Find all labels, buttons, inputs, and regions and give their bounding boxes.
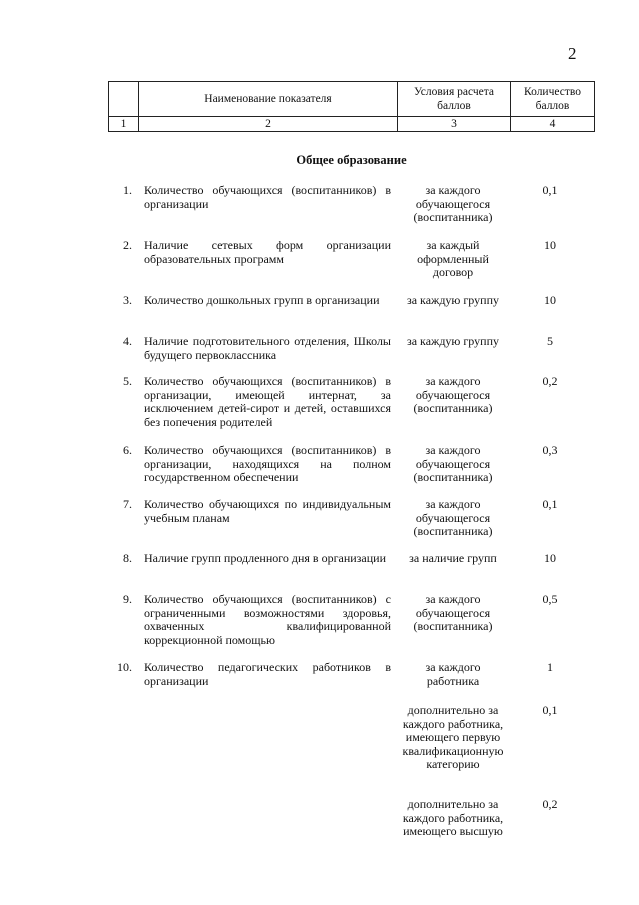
header-col-blank (109, 82, 139, 117)
row-number: 8. (123, 551, 132, 565)
row-points: 0,2 (542, 797, 558, 811)
row-number: 6. (123, 443, 132, 457)
row-condition: за каждую группу (406, 293, 499, 307)
row-name: Количество обучающихся (воспитанников) в организации, находящихся на полном государственном обеспечении (144, 443, 391, 484)
row-points: 0,2 (542, 374, 558, 388)
row-name: Количество обучающихся (воспитанников) в организации (144, 183, 391, 211)
row-name: Наличие подготовительного отделения, Школы будущего первоклассника (144, 334, 391, 362)
row-number: 1. (123, 183, 132, 197)
header-indicator-name: Наименование показателя (139, 82, 398, 117)
row-name: Количество дошкольных групп в организации (144, 293, 380, 307)
row-condition: за каждого работника (425, 660, 481, 688)
row-condition: за наличие групп (409, 551, 497, 565)
table-header (108, 81, 595, 132)
row-name: Количество обучающихся (воспитанников) в организации, имеющей интернат, за исключением детей-сирот и детей, оставшихся без попечения родителей (144, 374, 391, 429)
row-condition: за каждого обучающегося (воспитанника) (413, 374, 493, 415)
row-name: Количество обучающихся (воспитанников) с ограниченными возможностями здоровья, охваченных квалифицированной коррекционной помощью (144, 592, 391, 647)
row-points: 0,1 (542, 703, 558, 717)
row-condition: за каждого обучающегося (воспитанника) (413, 443, 493, 484)
row-number: 5. (123, 374, 132, 388)
row-condition: за каждый оформленный договор (417, 238, 489, 279)
row-points: 10 (544, 293, 556, 307)
row-points: 0,1 (542, 497, 558, 511)
row-points: 5 (547, 334, 553, 348)
header-num-3: 3 (398, 117, 511, 132)
section-title: Общее образование (296, 153, 407, 167)
header-calc-conditions: Условия расчета баллов (398, 82, 511, 117)
header-points-count: Количество баллов (511, 82, 595, 117)
page-number: 2 (568, 44, 577, 63)
row-condition: за каждого обучающегося (воспитанника) (413, 183, 493, 224)
row-number: 2. (123, 238, 132, 252)
row-number: 3. (123, 293, 132, 307)
row-points: 0,1 (542, 183, 558, 197)
row-points: 0,3 (542, 443, 558, 457)
row-name: Количество педагогических работников в организации (144, 660, 391, 688)
row-number: 4. (123, 334, 132, 348)
row-number: 7. (123, 497, 132, 511)
row-condition: за каждого обучающегося (воспитанника) (413, 592, 493, 633)
row-number: 10. (117, 660, 132, 674)
row-name: Наличие групп продленного дня в организации (144, 551, 386, 565)
row-number: 9. (123, 592, 132, 606)
row-name: Наличие сетевых форм организации образовательных программ (144, 238, 391, 266)
row-condition: дополнительно за каждого работника, имеющего первую квалификационную категорию (402, 703, 504, 771)
row-points: 10 (544, 551, 556, 565)
row-points: 10 (544, 238, 556, 252)
header-num-4: 4 (511, 117, 595, 132)
header-num-1: 1 (109, 117, 139, 132)
header-num-2: 2 (139, 117, 398, 132)
row-condition: за каждого обучающегося (воспитанника) (413, 497, 493, 538)
row-points: 1 (547, 660, 553, 674)
row-condition: за каждую группу (406, 334, 499, 348)
row-condition: дополнительно за каждого работника, имеющего высшую (402, 797, 504, 838)
row-name: Количество обучающихся по индивидуальным учебным планам (144, 497, 391, 525)
row-points: 0,5 (542, 592, 558, 606)
